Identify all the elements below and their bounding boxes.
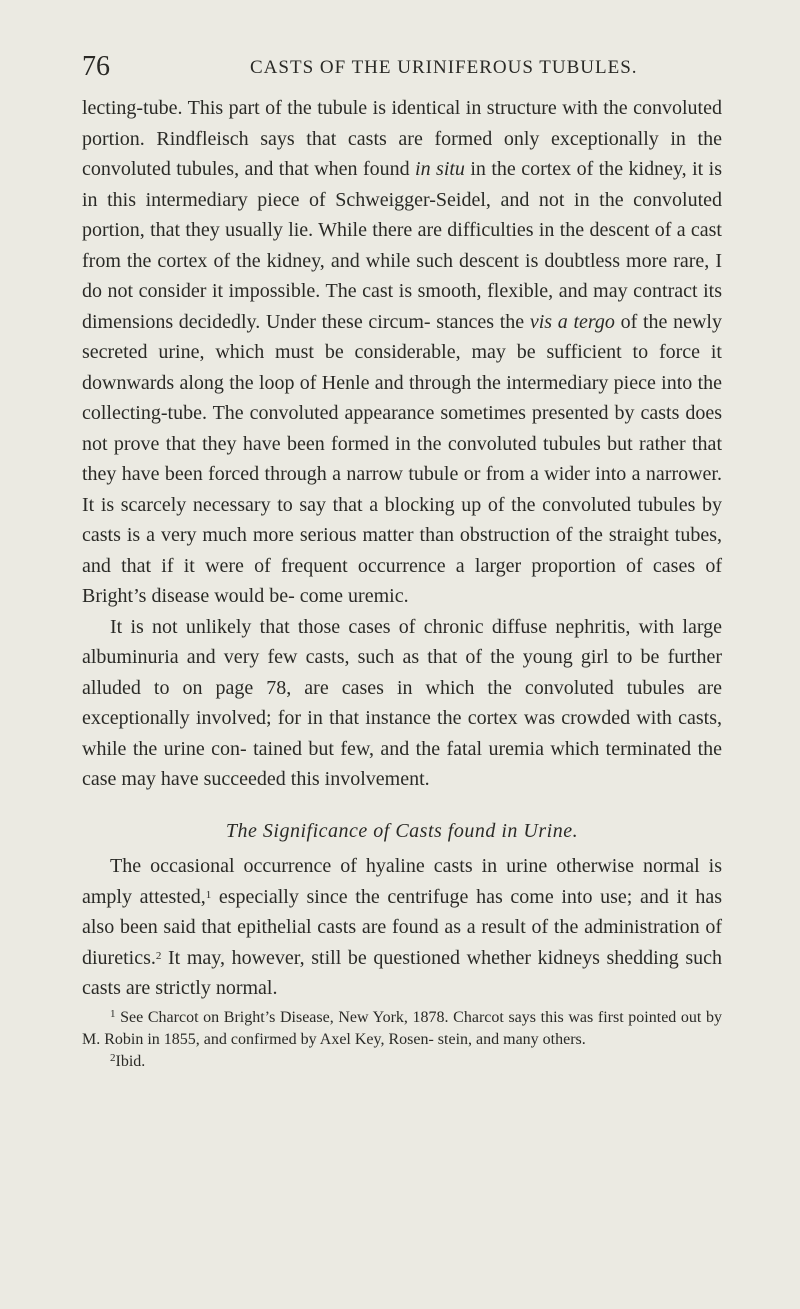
footnote-1 bbox=[82, 1007, 722, 1051]
footnote-1-text: See Charcot on Bright’s Disease, New York, 1878. Charcot says this was first pointed out by M. Robin in 1855, and confirmed by Axel Key, Rosen- stein, and many others. bbox=[82, 1008, 723, 1048]
running-head bbox=[82, 50, 722, 84]
footnote-2-mark: 2 bbox=[110, 1051, 116, 1064]
paragraph-2: It is not unlikely that those cases of chronic diffuse nephritis, with large albuminuria and very few casts, such as that of the young girl to be further alluded to on page 78, are cases in which the convoluted tubules are exceptionally involved; for in that instance the cortex was crowded with casts, while the urine con- tained but few, and the fatal uremia which terminated the case may have succeeded this involvement. bbox=[82, 615, 722, 790]
paragraph-1-part-b: in the cortex of the kidney, it is in this intermediary piece of Schweigger-Seidel, and not in the convoluted portion, that they usually lie. While there are difficulties in the descent of a cast from the cortex of the kidney, and while such descent is doubtless more rare, I do not consider it impossible. The cast is smooth, flexible, and may contract its dimensions decidedly. Under these circum- stances the bbox=[82, 158, 722, 333]
running-title: CASTS OF THE URINIFEROUS TUBULES. bbox=[250, 57, 638, 78]
paragraph-1-part-c: of the newly secreted urine, which must be considerable, may be sufficient to force it downwards along the loop of Henle and through the intermediary piece into the collecting-tube. The convoluted appearance sometimes presented by casts does not prove that they have been formed in the convoluted tubules but rather that they have been forced through a narrow tubule or from a wider into a narrower. It is scarcely necessary to say that a blocking up of the convoluted tubules by casts is a very much more serious matter than obstruction of the straight tubes, and that if it were of frequent occurrence a larger proportion of cases of Bright’s disease would be- come uremic. bbox=[82, 310, 722, 607]
paragraph-1-part-a: lecting-tube. This part of the tubule is identical in structure with the convoluted portion. Rindfleisch says that casts are formed only exceptionally in the convoluted tubules, and that when found bbox=[82, 97, 722, 180]
paragraph-3 bbox=[82, 851, 722, 1004]
footnote-1-mark: 1 bbox=[110, 1007, 116, 1020]
footnote-2-text: Ibid. bbox=[115, 1052, 146, 1070]
footnote-ref-2: 2 bbox=[155, 949, 162, 962]
body-text bbox=[82, 93, 722, 1073]
page-number: 76 bbox=[82, 51, 110, 82]
italic-vis-a-tergo: vis a tergo bbox=[529, 310, 615, 333]
section-heading: The Significance of Casts found in Urine. bbox=[225, 819, 579, 842]
italic-in-situ: in situ bbox=[415, 158, 465, 180]
paragraph-1 bbox=[82, 93, 722, 612]
footnote-ref-1: 1 bbox=[205, 888, 212, 901]
paragraph-3-part-b: especially since the centrifuge has come into use; and it has also been said that epithelial casts are found as a result of the administration of diuretics. bbox=[82, 885, 722, 969]
footnotes bbox=[82, 1007, 722, 1073]
paragraph-3-part-a: The occasional occurrence of hyaline casts in urine otherwise normal is amply attested, bbox=[82, 855, 722, 908]
footnote-2 bbox=[82, 1051, 722, 1073]
paragraph-3-part-c: It may, however, still be questioned whether kidneys shedding such casts are strictly normal. bbox=[82, 946, 722, 999]
